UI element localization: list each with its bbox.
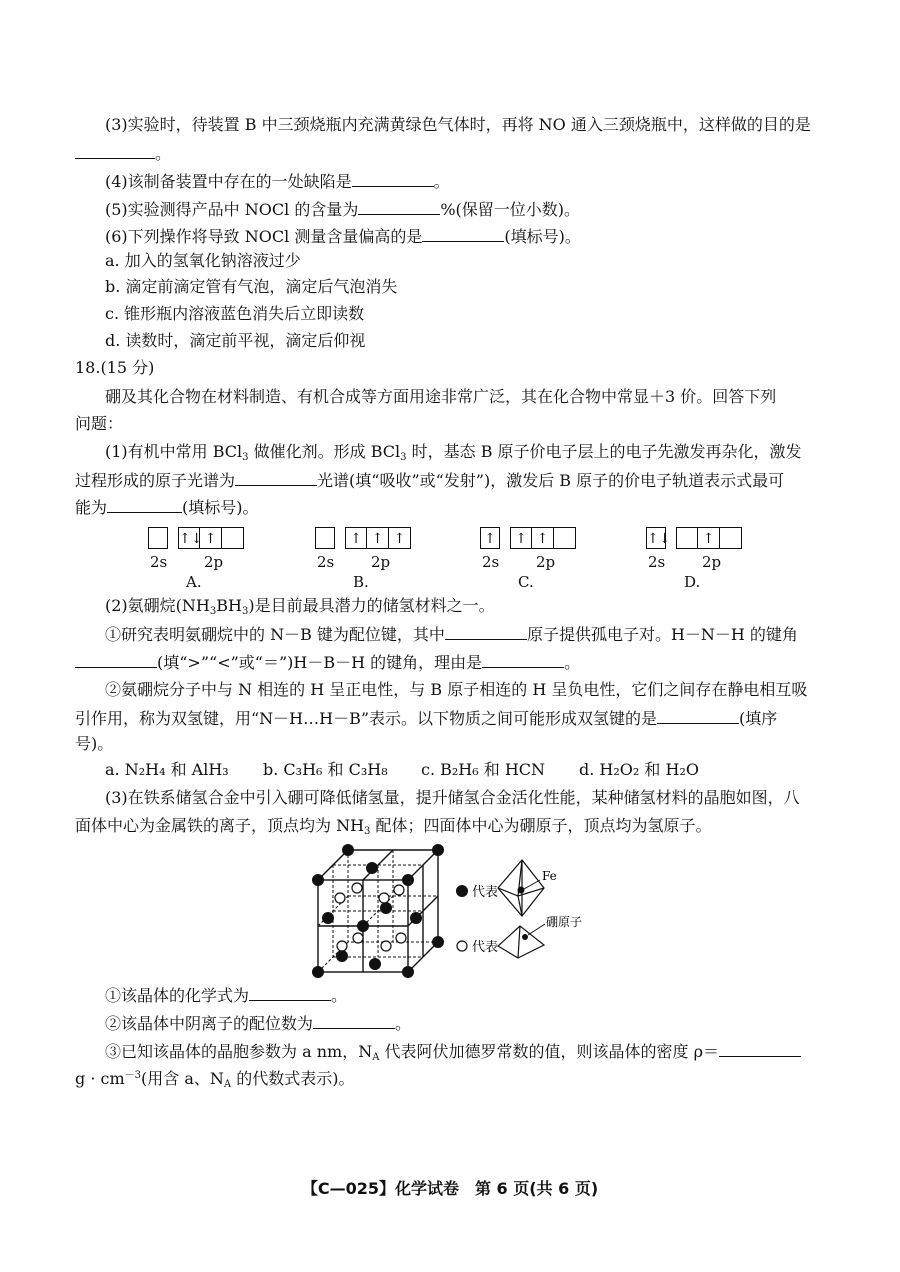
q18-part3-line2: [75, 816, 712, 836]
answer-blank[interactable]: [719, 1041, 801, 1057]
text: 能为: [75, 498, 108, 517]
text: 代表阿伏加德罗常数的值，则该晶体的密度 ρ＝: [379, 1042, 720, 1061]
q17-part3-line1: (3)实验时，待装置 B 中三颈烧瓶内充满黄绿色气体时，再将 NO 通入三颈烧瓶中，这样做的目的是: [105, 115, 811, 134]
text: ①研究表明氨硼烷中的 N－B 键为配位键，其中: [105, 625, 445, 644]
text: 面体中心为金属铁的离子，顶点均为 NH: [75, 816, 365, 835]
orbital-2s-box: [148, 527, 168, 549]
text: 时，基态 B 原子价电子层上的电子先激发再杂化，激发: [406, 442, 802, 461]
text: 。: [331, 986, 348, 1005]
orbital-2s-box: [315, 527, 335, 549]
choice-c: c. B₂H₆ 和 HCN: [421, 760, 546, 779]
text: 配体；四面体中心为硼原子，顶点均为氢原子。: [370, 816, 712, 835]
legend-filled-label: 代表: [472, 885, 499, 900]
orbital-2s-label: 2s: [150, 553, 168, 571]
text: (填标号)。: [504, 227, 581, 246]
text: ②该晶体中阴离子的配位数为: [105, 1014, 314, 1033]
text: 。: [564, 653, 581, 672]
text: ③已知该晶体的晶胞参数为 a nm，N: [105, 1042, 373, 1061]
q18-part2: [105, 596, 495, 616]
q17-part6: [105, 226, 581, 247]
orbital-2p-box: [222, 527, 244, 549]
orbital-option: [646, 527, 742, 553]
q18-part2-1-line2: [75, 652, 580, 673]
text: (1)有机中常用 BCl: [105, 442, 243, 461]
text: %(保留一位小数)。: [440, 200, 581, 219]
answer-blank[interactable]: [482, 652, 564, 668]
text: (填序: [739, 709, 778, 728]
text: )是目前最具潜力的储氢材料之一。: [248, 596, 495, 615]
orbital-option: [315, 527, 411, 549]
answer-blank[interactable]: [358, 199, 440, 215]
text: 光谱(填“吸收”或“发射”)，激发后 B 原子的价电子轨道表示式最可: [317, 471, 785, 490]
subscript: 3: [400, 452, 407, 463]
hollow-atom-legend-icon: [457, 941, 467, 951]
choice-a: a. N₂H₄ 和 AlH₃: [105, 760, 229, 779]
text: ①该晶体的化学式为: [105, 986, 250, 1005]
answer-blank[interactable]: [75, 652, 157, 668]
orbital-2p-label: 2p: [371, 553, 391, 571]
q18-header: 18.(15 分): [75, 358, 155, 377]
hollow-atoms: [335, 883, 406, 951]
choice-b: b. C₃H₆ 和 C₃H₈: [263, 760, 388, 779]
q18-part3-line1: (3)在铁系储氢合金中引入硼可降低储氢量，提升储氢合金活化性能，某种储氢材料的晶胞如图，八: [105, 788, 800, 807]
q18-part2-2-line1: ②氨硼烷分子中与 N 相连的 H 呈正电性，与 B 原子相连的 H 呈负电性，它们之间存在静电相互吸: [105, 680, 808, 699]
text: (6)下列操作将导致 NOCl 测量含量偏高的是: [105, 227, 423, 246]
option-a: a. 加入的氢氧化钠溶液过少: [105, 251, 301, 270]
answer-blank[interactable]: [422, 226, 504, 242]
text: (4)该制备装置中存在的一处缺陷是: [105, 172, 352, 191]
text: 。: [155, 144, 172, 163]
q17-part3-line2: [75, 143, 171, 164]
orbital-2p-box: ↑: [532, 527, 554, 549]
subscript: A: [223, 1079, 232, 1090]
text: (用含 a、N: [141, 1069, 224, 1088]
q17-part4: [105, 171, 450, 192]
text: 引作用，称为双氢键，用“N－H…H－B”表示。以下物质之间可能形成双氢键的是: [75, 709, 658, 728]
q18-part3-q1: [105, 985, 347, 1006]
q18-part1-line2: [75, 470, 784, 491]
answer-blank[interactable]: [235, 470, 317, 486]
answer-blank[interactable]: [445, 624, 527, 640]
orbital-2s-box: ↑: [480, 527, 500, 549]
orbital-2p-label: 2p: [702, 553, 722, 571]
orbital-option-label: A.: [186, 573, 202, 591]
answer-blank[interactable]: [313, 1013, 395, 1029]
q18-part2-2-line3: 号)。: [75, 734, 114, 753]
option-d: d. 读数时，滴定前平视，滴定后仰视: [105, 331, 366, 350]
crystal-cell-figure: [300, 838, 600, 978]
legend-boron-label: 硼原子: [546, 915, 583, 929]
orbital-2p-boxes: [676, 527, 742, 549]
superscript: －3: [124, 1070, 142, 1081]
subscript: 3: [242, 452, 249, 463]
text: 过程形成的原子光谱为: [75, 471, 236, 490]
q18-part2-2-line2: [75, 708, 777, 729]
page-footer: 【C—025】化学试卷 第 6 页(共 6 页): [301, 1179, 599, 1198]
answer-blank[interactable]: [657, 708, 739, 724]
tetrahedron-icon: [498, 926, 544, 958]
choice-d: d. H₂O₂ 和 H₂O: [579, 760, 699, 779]
answer-blank[interactable]: [352, 171, 434, 187]
answer-blank[interactable]: [75, 143, 155, 159]
orbital-2p-label: 2p: [536, 553, 556, 571]
orbital-2p-boxes: [345, 527, 411, 549]
orbital-2p-box: ↑: [510, 527, 532, 549]
text: (5)实验测得产品中 NOCl 的含量为: [105, 200, 359, 219]
orbital-option-label: B.: [353, 573, 369, 591]
text: 的代数式表示)。: [231, 1069, 355, 1088]
orbital-option-label: D.: [684, 573, 701, 591]
orbital-2s-label: 2s: [482, 553, 500, 571]
orbital-2p-box: [676, 527, 698, 549]
orbital-2p-boxes: [510, 527, 576, 549]
orbital-2p-boxes: [178, 527, 244, 549]
orbital-2p-box: ↑: [389, 527, 411, 549]
filled-atom-legend-icon: [456, 885, 468, 897]
subscript: 3: [209, 606, 217, 617]
orbital-option-label: C.: [518, 573, 534, 591]
orbital-2p-box: ↑↓: [178, 527, 200, 549]
orbital-2p-box: ↑: [698, 527, 720, 549]
q18-part2-1-line1: [105, 624, 798, 645]
q18-part3-q2: [105, 1013, 411, 1034]
text: BH: [216, 596, 242, 615]
q18-intro-1: 硼及其化合物在材料制造、有机合成等方面用途非常广泛，其在化合物中常显＋3 价。回答下列: [105, 387, 777, 406]
text: (填标号)。: [182, 498, 259, 517]
text: (2)氨硼烷(NH: [105, 596, 210, 615]
subscript: 3: [241, 606, 249, 617]
text: 。: [395, 1014, 412, 1033]
q18-intro-2: 问题：: [75, 414, 124, 433]
q18-part1-line3: [75, 497, 259, 518]
q18-choices: [105, 760, 699, 780]
answer-blank[interactable]: [249, 985, 331, 1001]
orbital-option: [480, 527, 576, 549]
text: g · cm: [75, 1069, 125, 1088]
orbital-2p-label: 2p: [204, 553, 224, 571]
orbital-option: [148, 527, 244, 549]
orbital-2p-box: ↑: [200, 527, 222, 549]
text: 做催化剂。形成 BCl: [248, 442, 401, 461]
orbital-2s-box: ↑↓: [646, 527, 666, 549]
q18-part1-line1: [105, 442, 802, 462]
text: 。: [433, 172, 450, 191]
orbital-2s-label: 2s: [648, 553, 666, 571]
orbital-2s-label: 2s: [317, 553, 335, 571]
orbital-2p-box: ↑: [345, 527, 367, 549]
q17-part5: [105, 199, 580, 220]
subscript: 3: [364, 826, 371, 837]
legend-hollow-label: 代表: [472, 940, 499, 955]
q18-part3-q3-line2: [75, 1069, 354, 1089]
orbital-2p-box: ↑: [367, 527, 389, 549]
orbital-2p-box: [720, 527, 742, 549]
option-b: b. 滴定前滴定管有气泡，滴定后气泡消失: [105, 277, 398, 296]
legend-fe-label: Fe: [542, 869, 557, 883]
answer-blank[interactable]: [107, 497, 182, 513]
option-c: c. 锥形瓶内溶液蓝色消失后立即读数: [105, 304, 365, 323]
text: (填“>”“<”或“＝”)H－B－H 的键角，理由是: [157, 653, 483, 672]
subscript: A: [372, 1052, 380, 1063]
q18-part3-q3-line1: [105, 1041, 801, 1062]
text: 原子提供孤电子对。H－N－H 的键角: [526, 625, 798, 644]
orbital-2p-box: [554, 527, 576, 549]
